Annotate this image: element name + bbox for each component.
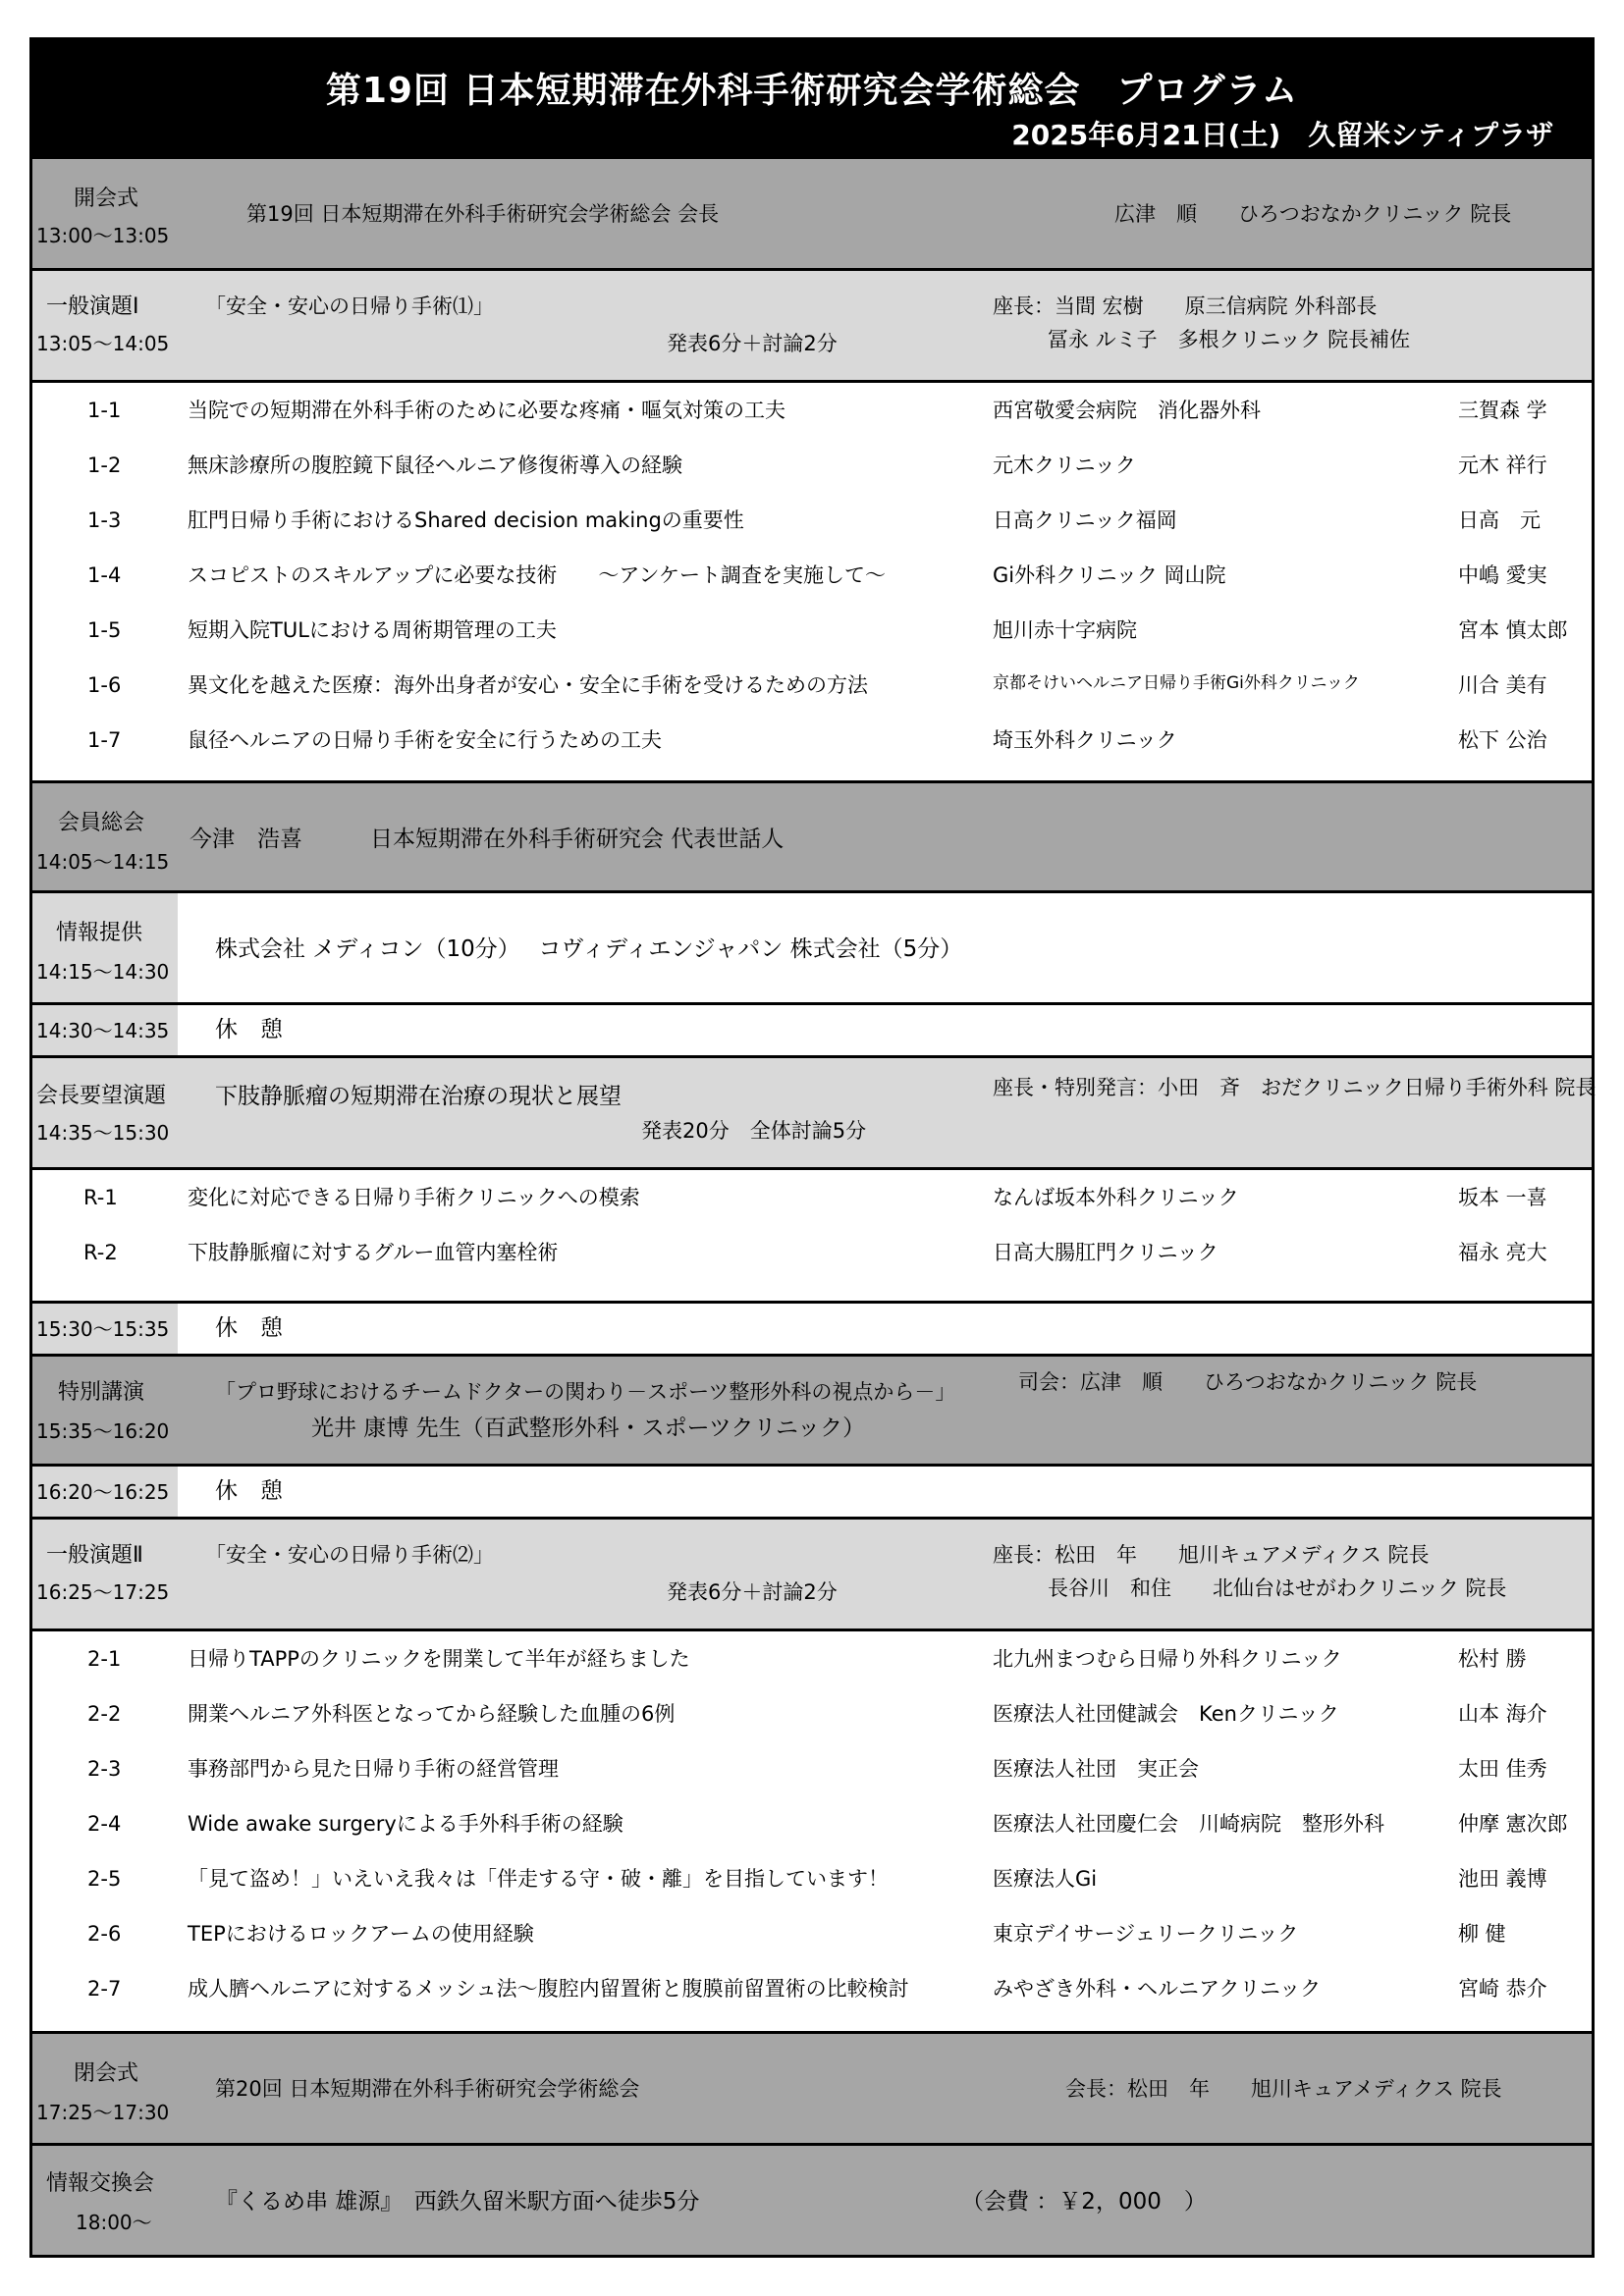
talk-institution: 医療法人社団慶仁会 川崎病院 整形外科 [993, 1812, 1384, 1836]
talk-institution: みやざき外科・ヘルニアクリニック [993, 1977, 1322, 2001]
session1-format: 発表6分＋討論2分 [667, 332, 838, 355]
session1-chair2: 冨永 ルミ子 多根クリニック 院長補佐 [1048, 328, 1411, 351]
talk-title: 異文化を越えた医療：海外出身者が安心・安全に手術を受けるための方法 [188, 673, 868, 697]
talk-speaker: 松下 公治 [1458, 728, 1547, 752]
talk-title: 肛門日帰り手術におけるShared decision makingの重要性 [188, 508, 744, 532]
talk-institution: 医療法人社団 実正会 [993, 1757, 1199, 1781]
talk-speaker: 中嶋 愛実 [1458, 563, 1547, 587]
members-label: 会員総会 [58, 811, 145, 835]
talk-number: 1-6 [87, 673, 122, 697]
talk-institution: 医療法人社団健誠会 Kenクリニック [993, 1702, 1339, 1726]
members-time: 14:05～14:15 [36, 850, 170, 874]
talk-title: 鼠径ヘルニアの日帰り手術を安全に行うための工夫 [188, 728, 662, 752]
talk-title: 事務部門から見た日帰り手術の経営管理 [188, 1757, 559, 1781]
break-text: 休 憩 [215, 1315, 283, 1341]
talk-institution: なんば坂本外科クリニック [993, 1186, 1239, 1209]
exchange-text: 『くるめ串 雄源』 西鉄久留米駅方面へ徒歩5分 [215, 2189, 700, 2215]
talk-institution: 旭川赤十字病院 [993, 618, 1137, 642]
break-time: 14:30～14:35 [36, 1019, 170, 1042]
talk-speaker: 松村 勝 [1458, 1647, 1527, 1671]
break-row [32, 1467, 1592, 1520]
talk-speaker: 川合 美有 [1458, 673, 1547, 697]
special-time: 15:35～16:20 [36, 1419, 170, 1443]
date-venue: 2025年6月21日(土) 久留米シティプラザ [1011, 119, 1553, 151]
session1-chair1: 座長：当間 宏樹 原三信病院 外科部長 [993, 294, 1378, 318]
talk-speaker: 山本 海介 [1458, 1702, 1547, 1726]
info-section [32, 893, 1592, 1005]
talk-speaker: 宮崎 恭介 [1458, 1977, 1547, 2001]
talk-institution: 東京デイサージェリークリニック [993, 1922, 1299, 1946]
talk-number: 2-5 [87, 1867, 122, 1891]
break-time: 16:20～16:25 [36, 1480, 170, 1504]
special-lecture-section [32, 1357, 1592, 1467]
talk-title: 変化に対応できる日帰り手術クリニックへの模索 [188, 1186, 640, 1209]
talk-institution: 日高大腸肛門クリニック [993, 1241, 1218, 1264]
session1-label: 一般演題Ⅰ [46, 294, 139, 319]
talk-institution: 北九州まつむら日帰り外科クリニック [993, 1647, 1342, 1671]
exchange-section [32, 2146, 1592, 2255]
exchange-time: 18:00～ [76, 2211, 152, 2234]
talk-title: 日帰りTAPPのクリニックを開業して半年が経ちました [188, 1647, 690, 1671]
opening-section [32, 159, 1592, 271]
session2-label: 一般演題Ⅱ [46, 1543, 143, 1568]
session2-list [32, 1631, 1592, 2034]
closing-person: 会長：松田 年 旭川キュアメディクス 院長 [1065, 2077, 1502, 2101]
talk-title: 短期入院TULにおける周術期管理の工夫 [188, 618, 557, 642]
session2-chair1: 座長：松田 年 旭川キュアメディクス 院長 [993, 1543, 1430, 1567]
talk-number: R-2 [83, 1241, 118, 1264]
president-talk-header [32, 1058, 1597, 1170]
closing-text: 第20回 日本短期滞在外科手術研究会学術総会 [215, 2077, 640, 2101]
talk-number: 1-7 [87, 728, 122, 752]
info-label: 情報提供 [56, 921, 143, 945]
talk-number: 2-7 [87, 1977, 122, 2001]
info-time: 14:15～14:30 [36, 960, 170, 984]
talk-number: 1-5 [87, 618, 122, 642]
talk-speaker: 日高 元 [1458, 508, 1541, 532]
talk-speaker: 仲摩 憲次郎 [1458, 1812, 1568, 1836]
program-header [29, 37, 1595, 159]
info-label-cell [32, 893, 178, 1002]
talk-speaker: 宮本 慎太郎 [1458, 618, 1568, 642]
president-talk-time: 14:35～15:30 [36, 1121, 170, 1145]
closing-label: 閉会式 [74, 2061, 139, 2086]
closing-section [32, 2034, 1592, 2146]
special-speaker: 光井 康博 先生（百武整形外科・スポーツクリニック） [311, 1415, 866, 1441]
talk-institution: Gi外科クリニック 岡山院 [993, 563, 1226, 587]
talk-institution: 元木クリニック [993, 454, 1136, 477]
session1-list [32, 383, 1592, 783]
members-section [32, 783, 1592, 893]
special-host: 司会：広津 順 ひろつおなかクリニック 院長 [1018, 1370, 1478, 1394]
president-talk-format: 発表20分 全体討論5分 [641, 1119, 867, 1143]
talk-title: 開業ヘルニア外科医となってから経験した血腫の6例 [188, 1702, 676, 1726]
talk-number: R-1 [83, 1186, 118, 1209]
exchange-label: 情報交換会 [46, 2171, 155, 2196]
talk-speaker: 坂本 一喜 [1458, 1186, 1547, 1209]
break-text: 休 憩 [215, 1017, 283, 1042]
talk-institution: 日高クリニック福岡 [993, 508, 1177, 532]
talk-title: 無床診療所の腹腔鏡下鼠径ヘルニア修復術導入の経験 [188, 454, 682, 477]
talk-number: 2-6 [87, 1922, 122, 1946]
talk-number: 2-2 [87, 1702, 122, 1726]
talk-speaker: 池田 義博 [1458, 1867, 1547, 1891]
president-talk-chair: 座長・特別発言：小田 斉 おだクリニック日帰り手術外科 院長 [993, 1076, 1597, 1099]
opening-label: 開会式 [74, 187, 139, 211]
president-talk-label: 会長要望演題 [36, 1084, 167, 1108]
talk-title: スコピストのスキルアップに必要な技術 ～アンケート調査を実施して～ [188, 563, 887, 587]
talk-title: Wide awake surgeryによる手外科手術の経験 [188, 1812, 623, 1836]
talk-number: 1-4 [87, 563, 122, 587]
talk-speaker: 三賀森 学 [1458, 399, 1547, 422]
session2-format: 発表6分＋討論2分 [667, 1580, 838, 1604]
talk-speaker: 柳 健 [1458, 1922, 1506, 1946]
opening-person: 広津 順 ひろつおなかクリニック 院長 [1114, 202, 1512, 226]
talk-speaker: 福永 亮大 [1458, 1241, 1547, 1264]
session2-chair2: 長谷川 和住 北仙台はせがわクリニック 院長 [1048, 1576, 1507, 1600]
special-label: 特別講演 [58, 1380, 145, 1405]
talk-number: 2-4 [87, 1812, 122, 1836]
break-row [32, 1304, 1592, 1357]
talk-title: 下肢静脈瘤に対するグルー血管内塞栓術 [188, 1241, 559, 1264]
opening-text: 第19回 日本短期滞在外科手術研究会学術総会 会長 [246, 202, 720, 226]
talk-number: 1-3 [87, 508, 122, 532]
session1-header [32, 271, 1592, 383]
special-theme: 「プロ野球におけるチームドクターの関わり－スポーツ整形外科の視点から－」 [215, 1380, 956, 1404]
page-title: 第19回 日本短期滞在外科手術研究会学術総会 プログラム [325, 71, 1299, 111]
session1-time: 13:05～14:05 [36, 332, 170, 355]
break-time: 15:30～15:35 [36, 1317, 170, 1341]
talk-number: 1-2 [87, 454, 122, 477]
talk-title: TEPにおけるロックアームの使用経験 [188, 1922, 534, 1946]
talk-title: 「見て盗め！」いえいえ我々は「伴走する守・破・離」を目指しています！ [188, 1867, 889, 1891]
talk-institution: 医療法人Gi [993, 1867, 1098, 1891]
talk-number: 1-1 [87, 399, 122, 422]
opening-time: 13:00～13:05 [36, 224, 170, 247]
talk-number: 2-3 [87, 1757, 122, 1781]
session1-theme: 「安全・安心の日帰り手術⑴」 [205, 294, 494, 318]
talk-institution: 西宮敬愛会病院 消化器外科 [993, 399, 1261, 422]
talk-institution: 埼玉外科クリニック [993, 728, 1177, 752]
president-talk-list [32, 1170, 1592, 1304]
talk-title: 成人臍ヘルニアに対するメッシュ法～腹腔内留置術と腹膜前留置術の比較検討 [188, 1977, 909, 2001]
members-text: 今津 浩喜 日本短期滞在外科手術研究会 代表世話人 [189, 827, 785, 852]
break-text: 休 憩 [215, 1478, 283, 1504]
session2-theme: 「安全・安心の日帰り手術⑵」 [205, 1543, 494, 1567]
president-talk-theme: 下肢静脈瘤の短期滞在治療の現状と展望 [215, 1084, 622, 1109]
session2-time: 16:25～17:25 [36, 1580, 170, 1604]
break-row [32, 1005, 1592, 1058]
exchange-fee: （会費 ：￥2，000 ） [961, 2189, 1207, 2215]
info-text: 株式会社 メディコン（10分） コヴィディエンジャパン 株式会社（5分） [215, 936, 963, 962]
session2-header [32, 1520, 1592, 1631]
talk-institution: 京都そけいヘルニア日帰り手術Gi外科クリニック [993, 673, 1360, 693]
talk-number: 2-1 [87, 1647, 122, 1671]
closing-time: 17:25～17:30 [36, 2101, 170, 2124]
talk-speaker: 太田 佳秀 [1458, 1757, 1547, 1781]
talk-title: 当院での短期滞在外科手術のために必要な疼痛・嘔気対策の工夫 [188, 399, 785, 422]
talk-speaker: 元木 祥行 [1458, 454, 1547, 477]
